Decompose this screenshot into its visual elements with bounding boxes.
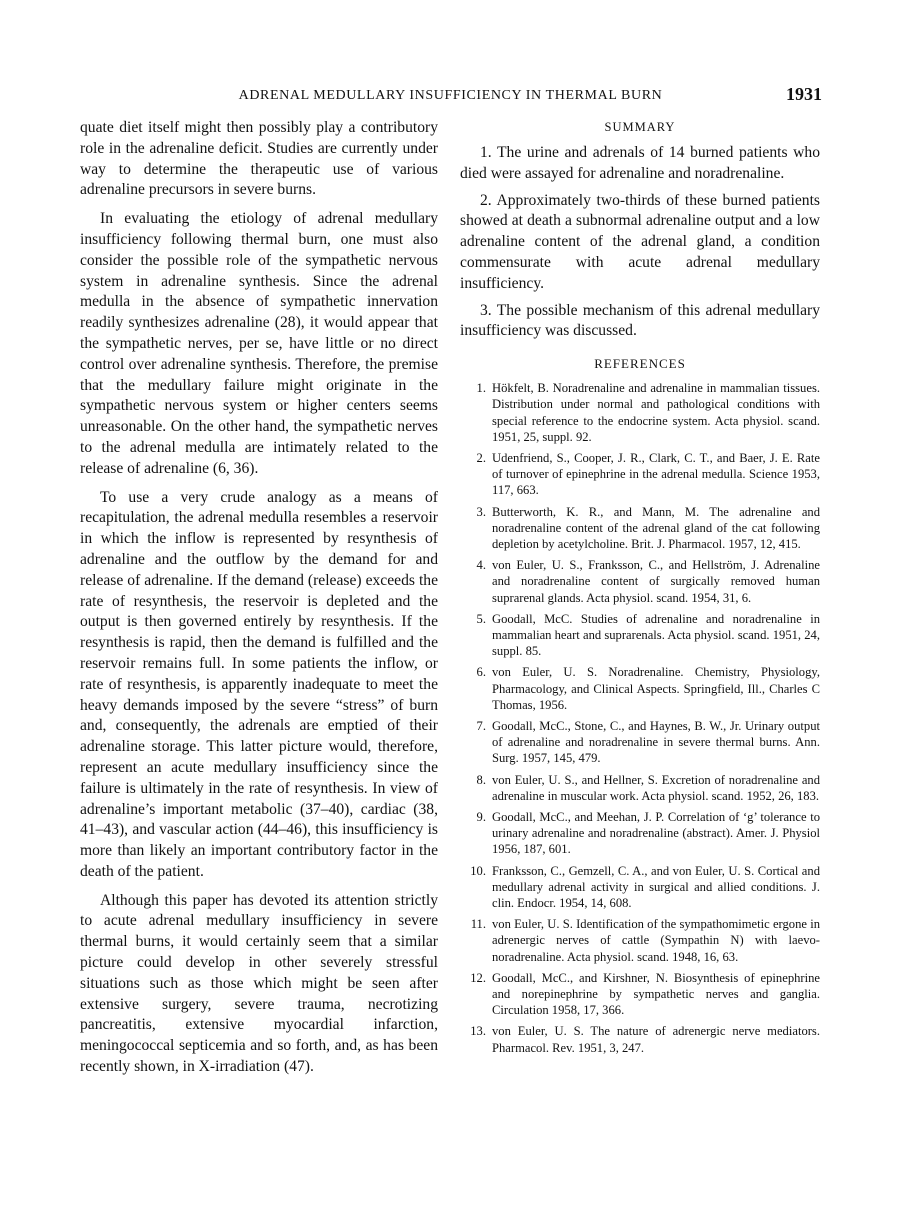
reference-item: [460, 809, 820, 858]
body-paragraph: quate diet itself might then possibly play a contributory role in the adrenaline deficit. Studies are currently under way to determine the therapeutic use of various adrenaline precursors in severe burns.: [80, 119, 438, 199]
running-title: ADRENAL MEDULLARY INSUFFICIENCY IN THERMAL BURN: [238, 88, 663, 103]
right-column: [460, 118, 820, 1061]
reference-number: 5.: [476, 611, 486, 626]
references-heading: REFERENCES: [594, 356, 686, 372]
reference-text: Hökfelt, B. Noradrenaline and adrenaline in mammalian tissues. Distribution under normal and pathological conditions with special reference to the endocrine system. Acta physiol. scand. 1951, 25, suppl. 92.: [492, 381, 820, 444]
reference-number: 2.: [476, 450, 486, 465]
reference-list: [460, 380, 820, 1056]
reference-number: 6.: [476, 665, 486, 680]
reference-number: 8.: [476, 772, 486, 787]
summary-item: 1. The urine and adrenals of 14 burned patients who died were assayed for adrenaline and noradrenaline.: [460, 144, 820, 182]
reference-text: Franksson, C., Gemzell, C. A., and von Euler, U. S. Cortical and medullary adrenal activity in surgical and allied conditions. J. clin. Endocr. 1954, 14, 608.: [492, 863, 820, 911]
reference-text: von Euler, U. S., Franksson, C., and Hellström, J. Adrenaline and noradrenaline content of surgically removed human suprarenal glands. Acta physiol. scand. 1954, 31, 6.: [492, 558, 820, 605]
body-paragraph: To use a very crude analogy as a means of recapitulation, the adrenal medulla resembles a reservoir in which the inflow is represented by resynthesis of adrenaline and the outflow by the demand for and release of adrenaline. If the demand (release) exceeds the rate of resynthesis, the reservoir is depleted and the output is then governed entirely by resynthesis. If the resynthesis is rapid, then the demand is fulfilled and the reservoir remains full. In some patients the inflow, or rate of resynthesis, is apparently inadequate to meet the heavy demands imposed by the severe “stress” of burn and, consequently, the adrenals are emptied of their adrenaline storage. This latter picture would, therefore, represent an acute medullary insufficiency since the failure is ultimately in the rate of resynthesis. In view of adrenaline’s important metabolic (37–40), cardiac (38, 41–43), and vascular action (44–46), this insufficiency is more than likely an important contributory factor in the death of the patient.: [80, 488, 438, 880]
left-column: [80, 118, 438, 1086]
reference-number: 13.: [470, 1024, 486, 1039]
reference-text: von Euler, U. S., and Hellner, S. Excretion of noradrenaline and adrenaline in muscular work. Acta physiol. scand. 1952, 26, 183.: [492, 772, 820, 803]
reference-item: [460, 557, 820, 606]
reference-item: [460, 970, 820, 1019]
reference-number: 9.: [476, 810, 486, 825]
reference-number: 12.: [470, 970, 486, 985]
reference-item: [460, 772, 820, 804]
reference-number: 10.: [470, 863, 486, 878]
reference-number: 3.: [476, 504, 486, 519]
reference-item: [460, 863, 820, 912]
page-number: 1931: [786, 84, 822, 104]
reference-item: [460, 916, 820, 965]
reference-text: von Euler, U. S. Identification of the sympathomimetic ergone in adrenergic nerves of cattle (Sympathin N) with laevo-noradrenaline. Acta physiol. scand. 1948, 16, 63.: [492, 917, 820, 964]
reference-text: Butterworth, K. R., and Mann, M. The adrenaline and noradrenaline content of the adrenal gland of the cat following depletion by acetylcholine. Brit. J. Pharmacol. 1957, 12, 415.: [492, 504, 820, 551]
reference-item: [460, 664, 820, 713]
body-paragraph: In evaluating the etiology of adrenal medullary insufficiency following thermal burn, one must also consider the possible role of the sympathetic nervous system in adrenaline synthesis. Since the adrenal medulla in the absence of sympathetic innervation readily synthesizes adrenaline (28), it would appear that the sympathetic nerves, per se, have little or no direct control over adrenaline synthesis. Therefore, the premise that the medullary failure might originate in the sympathetic nervous system or higher centers seems unreasonable. On the other hand, the sympathetic nerves to the adrenal medulla are intimately related to the release of adrenaline (6, 36).: [80, 210, 438, 477]
reference-text: von Euler, U. S. Noradrenaline. Chemistry, Physiology, Pharmacology, and Clinical Aspects. Springfield, Ill., Charles C Thomas, 1956.: [492, 665, 820, 712]
reference-text: Goodall, McC., and Kirshner, N. Biosynthesis of epinephrine and norepinephrine by sympathetic nerves and ganglia. Circulation 1958, 17, 366.: [492, 970, 820, 1018]
reference-text: von Euler, U. S. The nature of adrenergic nerve mediators. Pharmacol. Rev. 1951, 3, 247.: [492, 1024, 820, 1055]
reference-text: Goodall, McC. Studies of adrenaline and noradrenaline in mammalian heart and suprarenals. Acta physiol. scand. 1951, 24, suppl. 85.: [492, 611, 820, 659]
reference-number: 1.: [476, 381, 486, 396]
reference-item: [460, 1023, 820, 1055]
reference-item: [460, 718, 820, 767]
body-paragraph: Although this paper has devoted its attention strictly to acute adrenal medullary insufficiency in severe thermal burns, it would certainly seem that a similar picture could develop in other severely stressful situations such as those which might be seen after extensive surgery, severe trauma, necrotizing pancreatitis, extensive myocardial infarction, meningococcal septicemia and so forth, and, as has been recently shown, in X-irradiation (47).: [80, 891, 438, 1076]
reference-number: 4.: [476, 558, 486, 573]
reference-text: Goodall, McC., Stone, C., and Haynes, B. W., Jr. Urinary output of adrenaline and noradrenaline in severe thermal burns. Ann. Surg. 1957, 145, 479.: [492, 719, 820, 766]
reference-number: 7.: [476, 719, 486, 734]
summary-item: 3. The possible mechanism of this adrenal medullary insufficiency was discussed.: [460, 301, 820, 340]
reference-item: [460, 380, 820, 445]
reference-text: Udenfriend, S., Cooper, J. R., Clark, C. T., and Baer, J. E. Rate of turnover of epinephrine in the adrenal medulla. Science 1953, 117, 663.: [492, 450, 820, 498]
reference-text: Goodall, McC., and Meehan, J. P. Correlation of ‘g’ tolerance to urinary adrenaline and noradrenaline (abstract). Amer. J. Physiol 1956, 187, 601.: [492, 810, 820, 857]
summary-item: 2. Approximately two-thirds of these burned patients showed at death a subnormal adrenaline output and a low adrenaline content of the adrenal gland, a condition commensurate with acute adrenal medullary insufficiency.: [460, 191, 820, 292]
reference-number: 11.: [470, 917, 486, 932]
reference-item: [460, 611, 820, 660]
reference-item: [460, 450, 820, 499]
reference-item: [460, 504, 820, 553]
summary-heading: SUMMARY: [604, 120, 676, 134]
